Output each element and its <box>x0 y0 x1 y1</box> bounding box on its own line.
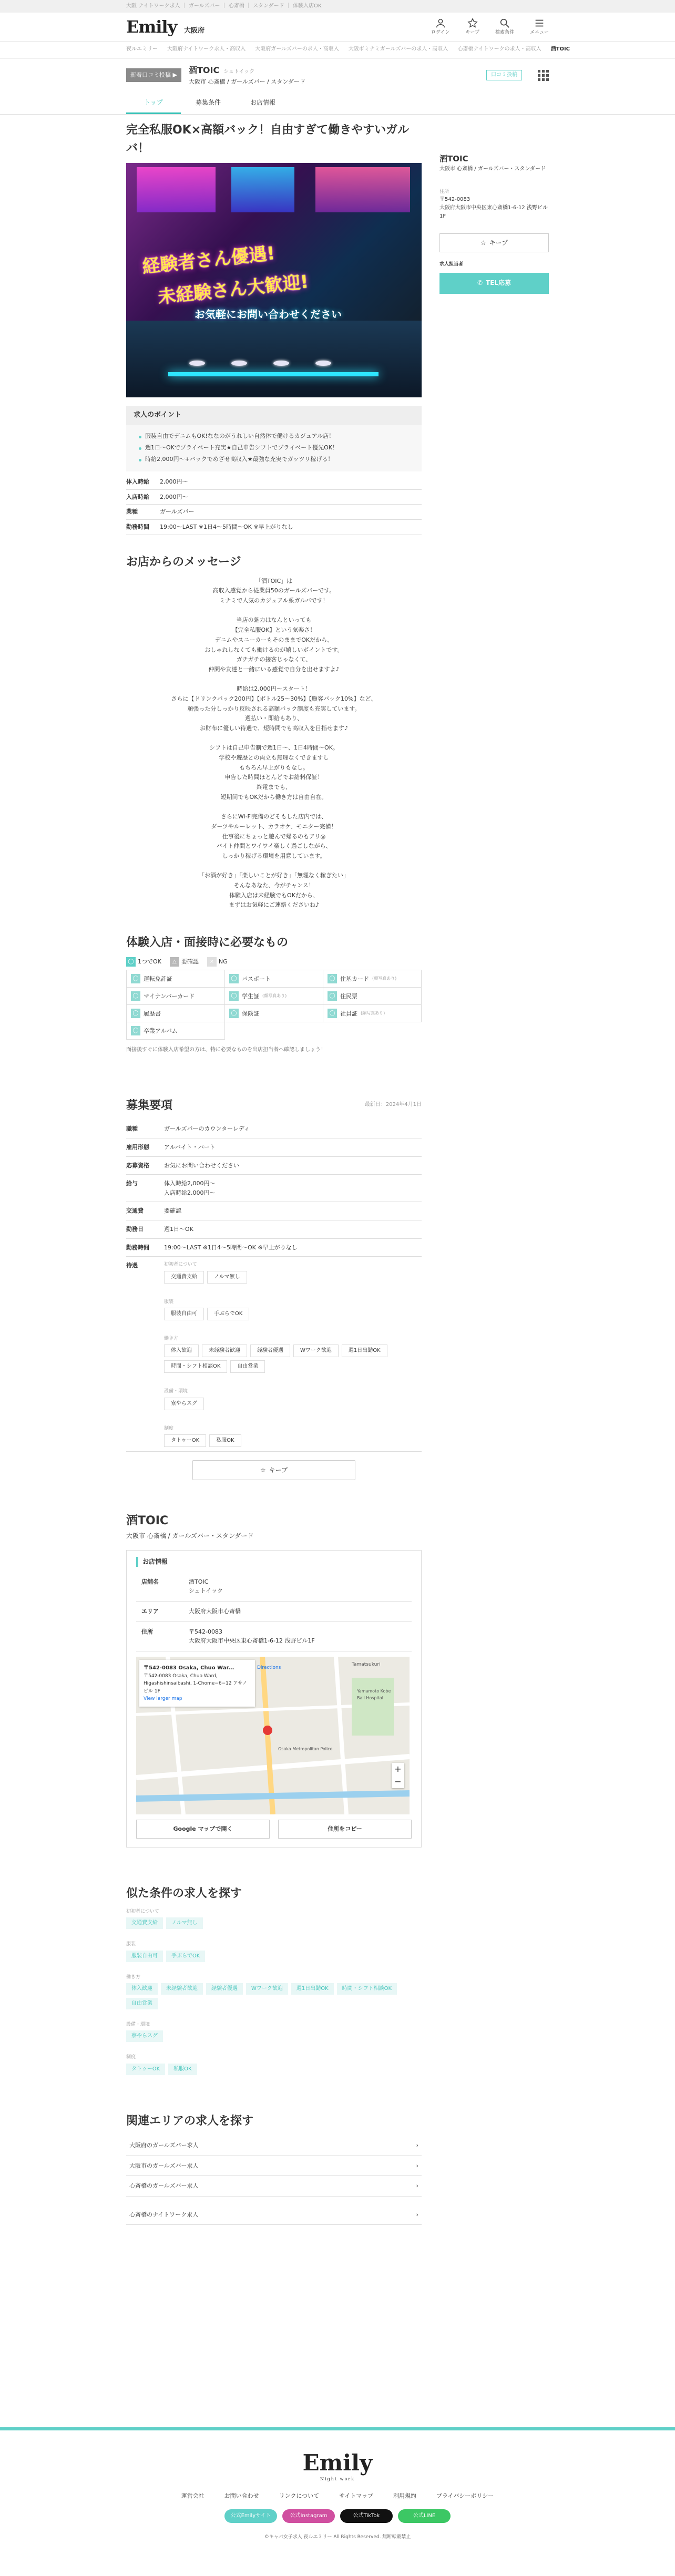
message-title: お店からのメッセージ <box>126 555 241 569</box>
similar-tag[interactable]: 手ぶらでOK <box>166 1951 205 1962</box>
shopinfo-sub: 大阪市 心斎橋 / ガールズバー・スタンダード <box>126 1532 254 1540</box>
job-points <box>126 406 422 471</box>
sns-links <box>0 2509 675 2523</box>
side-address-label: 住所 <box>439 189 449 194</box>
treat-tag[interactable]: 未経験者歓迎 <box>202 1345 247 1357</box>
keep-label: キープ <box>465 30 479 36</box>
keep-list-button[interactable] <box>465 17 479 36</box>
recruit-table: 職種 ガールズバーのカウンターレディ 雇用形態 アルバイト・パート 応募資格 お気にお問い合わせください 給与 体入時給2,000円〜 入店時給2,000円〜 交通費 要確認 勤務日 週1日〜OK 勤務時間 19:00〜LAST ※1日4〜5時間〜OK ※早上がりなし 待遇 初初者について 交通費支給 ノルマ無し 服装 服装自由可 手ぶらでOK 働き方 体入歓迎 未経験者歓迎 経験者優遇 Wワーク歓迎 週1日出勤OK 時間・シフト相談OK 自由営業 設備・環境 寮やらスグ 制度 タトゥーOK 私服OK <box>126 1120 422 1452</box>
one-ok-icon: ◯ <box>328 1009 337 1018</box>
summary-value: ガールズバー <box>160 505 422 520</box>
new-review-badge[interactable]: 新着口コミ投稿 ▶ <box>126 68 181 82</box>
view-larger-map-link[interactable]: View larger map <box>144 1696 182 1701</box>
grid-menu-icon[interactable] <box>538 70 549 81</box>
treat-tag[interactable]: 体入歓迎 <box>164 1345 199 1357</box>
tab-shopinfo[interactable]: お店情報 <box>250 99 275 106</box>
search-button[interactable] <box>495 17 514 36</box>
shop-message: 「酒TOIC」は 高収入感覚から従業員50のガールズバーです。 ミナミで人気のカジュアル系ガルバです！ 当店の魅力はなんといっても 【完全私服OK】という気楽さ！ デニムやスニーカーもそのままでOKだから、 おしゃれしなくても働けるのが嬉しいポイントです。 ガチガチの接客じゃなくて、 仲間や友達と一緒にいる感覚で自分を出せますよ♪ 時給は2,000円〜スタート！ さらに【ドリンクバック200円】【ボトル25〜30%】【顧客バック10%】など、 頑張った分しっかり反映される高額バック制度も充実しています。 週払い・即給もあり、 お財布に優しい待遇で、短時間でも高収入を目指せます♪ シフトは自己申告制で週1日〜、1日4時間〜OK。 学校や遊歴との両立も無理なくできますし もちろん早上がりもなし。 申告した時間ほとんどでお給料保証！ 終電までも、 短期间でもOKだから働き方は自由自在。 さらにWi-Fi完備のどそもした店内では、 ダーツやルーレット、カラオケ、モニター完備！ 仕事後にちょっと遊んで帰るのもアリ◎ バイト仲間とワイワイ楽しく過ごしながら、 しっかり稼げる環境を用意しています。 「お酒が好き」「楽しいことが好き」「無理なく稼ぎたい」 そんなあなた、今がチャンス！ 体験入店は未経験でもOKだから、 まずはお気軽にご連絡くださいね♪ <box>171 577 377 909</box>
breadcrumb-item[interactable]: 大阪府ガールズバーの求人・高収入 <box>255 46 339 52</box>
chevron-right-icon: › <box>416 2211 418 2218</box>
summary-value: 2,000円〜 <box>160 475 422 489</box>
site-header <box>0 13 675 42</box>
treat-tag[interactable]: タトゥーOK <box>164 1434 206 1447</box>
one-ok-icon: ◯ <box>328 974 337 983</box>
job-headline: 完全私服OK×高額バック！自由すぎて働きやすいガルバ！ <box>126 124 410 156</box>
summary-key: 体入時給 <box>126 475 160 489</box>
footer-link[interactable]: 運営会社 <box>181 2492 204 2499</box>
footer-link[interactable]: サイトマップ <box>339 2492 373 2499</box>
chevron-right-icon: › <box>416 2162 418 2169</box>
one-ok-icon: ◯ <box>131 974 140 983</box>
sns-instagram-button[interactable]: 公式Instagram <box>282 2509 335 2523</box>
footer-link[interactable]: お問い合わせ <box>224 2492 259 2499</box>
treat-label: 待遇 <box>126 1257 164 1452</box>
related-link[interactable]: 大阪府のガールズバー求人 › <box>126 2136 422 2156</box>
treat-tag[interactable]: 時間・シフト相談OK <box>164 1360 227 1373</box>
treat-tag[interactable]: 経験者優遇 <box>250 1345 290 1357</box>
star-icon: ☆ <box>260 1466 266 1474</box>
login-button[interactable] <box>431 17 450 36</box>
doc-item: ◯ パスポート <box>225 970 323 988</box>
shopinfo-heading: お店情報 <box>136 1557 412 1567</box>
one-ok-icon: ◯ <box>229 974 239 983</box>
similar-tag[interactable]: Wワーク歓迎 <box>246 1983 288 1995</box>
related-title: 関連エリアの求人を探す <box>126 2114 254 2128</box>
similar-tag[interactable]: ノルマ無し <box>166 1917 203 1929</box>
breadcrumb <box>0 42 675 59</box>
similar-tag[interactable]: 未経験者歓迎 <box>161 1983 203 1995</box>
job-point-item: 時給2,000円〜+バックでめざせ高収入★最強な充実でガッツリ稼げる！ <box>139 454 409 465</box>
doc-item: ◯ 住基カード (顔写真あり) <box>323 970 422 988</box>
side-address: 〒542-0083 大阪府大阪市中央区東心斎橋1-6-12 浅野ビル1F <box>439 197 548 220</box>
footer-link[interactable]: リンクについて <box>279 2492 320 2499</box>
tel-apply-button[interactable]: ✆ TEL応募 <box>439 273 549 294</box>
summary-table <box>126 475 422 535</box>
summary-value: 2,000円〜 <box>160 489 422 505</box>
legend-label: NG <box>218 958 228 966</box>
shopinfo-box <box>126 1550 422 1848</box>
map-zoom-control[interactable]: + − <box>392 1763 404 1788</box>
login-label: ログイン <box>431 30 450 36</box>
one-ok-icon: ◯ <box>328 991 337 1001</box>
review-post-button[interactable]: 口コミ投稿 <box>486 70 522 80</box>
doc-item: ◯ 卒業アルバム <box>127 1022 225 1040</box>
sns-line-button[interactable]: 公式LINE <box>398 2509 451 2523</box>
search-label: 検索条件 <box>495 30 514 36</box>
job-points-title: 求人のポイント <box>126 406 422 425</box>
copy-address-button[interactable]: 住所をコピー <box>278 1820 412 1839</box>
copyright: ©キャバ女子求人 夜ルエミリー All Rights Reserved. 無断転載禁止 <box>264 2534 411 2540</box>
docs-title: 体験入店・面接時に必要なもの <box>126 936 289 950</box>
related-link[interactable]: 大阪市のガールズバー求人 › <box>126 2156 422 2177</box>
similar-tag[interactable]: 自由営業 <box>126 1998 158 2009</box>
treat-tag[interactable]: 服装自由可 <box>164 1308 204 1320</box>
side-tel-label: 求人担当者 <box>439 262 464 268</box>
docs-note: 面接後すぐに体験入店希望の方は、特に必要なものを出店担当者へ確認しましょう！ <box>126 1047 326 1053</box>
star-icon: ☆ <box>480 239 486 247</box>
side-keep-button[interactable]: ☆ キープ <box>439 233 549 252</box>
hero-text-line3: お気軽にお問い合わせください <box>195 308 342 321</box>
sidebar <box>439 152 549 294</box>
one-ok-icon: ◯ <box>126 957 136 967</box>
user-icon <box>435 17 446 29</box>
summary-value: 19:00〜LAST ※1日4〜5時間〜OK ※早上がりなし <box>160 519 422 535</box>
legend-label: 1つでOK <box>138 958 161 966</box>
menu-label: メニュー <box>529 30 549 36</box>
chevron-right-icon: › <box>416 2142 418 2149</box>
similar-tag[interactable]: 交通費支給 <box>126 1917 163 1929</box>
related-link[interactable]: 心斎橋のガールズバー求人 › <box>126 2176 422 2197</box>
breadcrumb-current: 酒TOIC <box>550 46 570 52</box>
site-footer <box>0 2427 675 2576</box>
treat-tag[interactable]: 手ぶらでOK <box>207 1308 249 1320</box>
doc-item: ◯ 社員証 (顔写真あり) <box>323 1005 422 1022</box>
one-ok-icon: ◯ <box>131 1026 140 1035</box>
treat-tag[interactable]: 交通費支給 <box>164 1271 204 1284</box>
similar-tag[interactable]: 私服OK <box>168 2064 197 2075</box>
top-strip: 大阪 ナイトワーク求人 ｜ ガールズバー ｜ 心斎橋 ｜ スタンダード ｜ 体験入店OK <box>0 0 675 13</box>
treat-tag[interactable]: 私服OK <box>209 1434 241 1447</box>
job-point-item: 服装自由でデニムもOK!ななのがうれしい自然体で働けるカジュアル店！ <box>139 430 409 442</box>
recruit-date: 最新日：2024年4月1日 <box>364 1102 422 1108</box>
treat-tag[interactable]: 寮やらスグ <box>164 1398 204 1410</box>
doc-item: ◯ 運転免許証 <box>127 970 225 988</box>
ng-icon: × <box>207 957 217 967</box>
footer-links <box>0 2491 675 2501</box>
similar-tag[interactable]: 時間・シフト相談OK <box>337 1983 397 1995</box>
docs-legend <box>126 957 422 967</box>
star-icon <box>467 17 478 29</box>
main-content: 完全私服OK×高額バック！自由すぎて働きやすいガルバ！ 経験者さん優遇! 未経験さん大歓迎! お気軽にお問い合わせください 求人のポイント 服装自由でデニムもOK!ななのがうれしい自然体で働けるカジュアル店！ 週1日〜OKでプライベート充実★自己申告シフトでプライベート優先OK！ 時給2,000円〜+バックでめざせ高収入★最強な充実でガッツリ稼げる！ 体入時給 2,000円〜 入店時給 2,000円〜 業種 ガールズバー 勤務時間 19:00〜LAST ※1日4〜5時間〜OK ※早上がりなし お店からのメッセージ 「酒TOIC」は 高収入感覚から従業員50のガールズバーです。 ミナミで人気のカジュアル系ガルバです！ 当店の魅力はなんといっても 【完全私服OK】という気楽さ！ デニムやスニーカーもそのままでOKだから、 おしゃれしなくても働けるのが嬉しいポイントです。 ガチガチの接客じゃなくて、 仲間や友達と一緒にいる感覚で自分を出せますよ♪ 時給は2,000円〜スタート！ さらに【ドリンクバック200円】【ボトル25〜30%】【顧客バック10%】など、 頑張った分しっかり反映される高額バック制度も充実しています。 週払い・即給もあり、 お財布に優しい待遇で、短時間でも高収入を目指せます♪ シフトは自己申告制で週1日〜、1日4時間〜OK。 学校や遊歴との両立も無理なくできますし もちろん早上がりもなし。 申告した時間ほとんどでお給料保証！ 終電までも、 短期间でもOKだから働き方は自由自在。 さらにWi-Fi完備のどそもした店内では、 ダーツやルーレット、カラオケ、モニター完備！ 仕事後にちょっと遊んで帰るのもアリ◎ バイト仲間とワイワイ楽しく過ごしながら、 しっかり稼げる環境を用意しています。 「お酒が好き」「楽しいことが好き」「無理なく稼ぎたい」 そんなあなた、今がチャンス！ 体験入店は未経験でもOKだから、 まずはお気軽にご連絡くださいね♪ 体験入店・面接時に必要なもの ◯ 1つでOK △ 要確認 × NG ◯ 運転免許証 ◯ パスポート ◯ 住基カード (顔写真あり) ◯ マイナンバーカード ◯ 学生証 (顔写真あり) ◯ 住民票 ◯ 履歴書 ◯ 保険証 ◯ 社員証 (顔写真あり) ◯ 卒業アルバム 面接後すぐに体験入店希望の方は、特に必要なものを出店担当者へ確認しましょう！ 募集要項 最新日：2024年4月1日 職種 ガールズバーのカウンターレディ 雇用形態 アルバイト・パート 応募資格 お気にお問い合わせください 給与 体入時給2,000円〜 入店時給2,000円〜 交通費 要確認 勤務日 週1日〜OK 勤務時間 19:00〜LAST ※1日4〜5時間〜OK ※早上がりなし 待遇 初初者について 交通費支給 ノルマ無し 服装 服装自由可 手ぶらでOK 働き方 体入歓迎 未経験者歓迎 経験者優遇 Wワーク歓迎 週1日出勤OK 時間・シフト相談OK 自由営業 設備・環境 寮やらスグ 制度 タトゥーOK 私服OK ☆ キープ 酒TOIC 大阪市 心斎橋 / ガールズバー・スタンダード お店情報 店舗名 酒TOIC シュトイック エリア 大阪府大阪市心斎橋 住所 〒542-0083 大阪府大阪市中央区東心斎橋1-6-12 浅野ビル1F 〒542-0083 Osaka, Chuo War... 〒542-0083 Osaka, Chuo Ward, Higashishinsaibashi, 1-Chome−6−12 アサノビル 1F View larger map Directions Tamatsukuri Yamamoto Kobe Ball Hospital Osaka Metropolitan Police + − Google マップで開く 住所をコピー 似た条件の求人を探す 初初者について 交通費支給 ノルマ無し 服装 服装自由可 手ぶらでOK 働き方 体入歓迎 未経験者歓迎 経験者優遇 Wワーク歓迎 週1日出勤OK 時間・シフト相談OK 自由営業 設備・環境 寮やらスグ 制度 タトゥーOK 私服OK 関連エリアの求人を探す 大阪府のガールズバー求人 › 大阪市のガールズバー求人 › 心斎橋のガールズバー求人 › 心斎橋のナイトワーク求人 › <box>126 121 422 2225</box>
similar-tag[interactable]: タトゥーOK <box>126 2064 165 2075</box>
footer-link[interactable]: プライバシーポリシー <box>436 2492 494 2499</box>
treat-tag[interactable]: 自由営業 <box>230 1360 265 1373</box>
breadcrumb-item[interactable]: 大阪府ナイトワーク求人・高収入 <box>167 46 246 52</box>
doc-item: ◯ マイナンバーカード <box>127 988 225 1005</box>
similar-tag[interactable]: 週1日出勤OK <box>291 1983 334 1995</box>
doc-item: ◯ 履歴書 <box>127 1005 225 1022</box>
site-logo[interactable]: Emily <box>126 16 177 37</box>
hero-text-line1: 経験者さん優遇! <box>141 243 276 278</box>
keep-button[interactable]: ☆ キープ <box>192 1460 355 1480</box>
related-link[interactable]: 心斎橋のナイトワーク求人 › <box>126 2205 422 2225</box>
similar-tag[interactable]: 体入歓迎 <box>126 1983 158 1995</box>
sns-tiktok-button[interactable]: 公式TikTok <box>340 2509 393 2523</box>
similar-tag[interactable]: 経験者優遇 <box>206 1983 243 1995</box>
breadcrumb-item[interactable]: 大阪市ミナミガールズバーの求人・高収入 <box>348 46 448 52</box>
shop-category: 大阪市 心斎橋 / ガールズバー / スタンダード <box>188 78 305 85</box>
sns-emily-button[interactable]: 公式Emilyサイト <box>224 2509 277 2523</box>
footer-logo[interactable]: Emily Night work <box>302 2450 373 2482</box>
menu-button[interactable] <box>530 17 549 36</box>
area-select[interactable]: 大阪府 <box>184 26 205 35</box>
shop-name: 酒TOIC <box>188 65 220 76</box>
confirm-icon: △ <box>170 957 179 967</box>
menu-icon <box>534 17 545 29</box>
summary-key: 業種 <box>126 505 160 520</box>
open-google-maps-button[interactable]: Google マップで開く <box>136 1820 270 1839</box>
summary-key: 入店時給 <box>126 489 160 505</box>
treat-tag[interactable]: 週1日出勤OK <box>342 1345 387 1357</box>
directions-link[interactable]: Directions <box>257 1665 281 1670</box>
chevron-right-icon: › <box>416 2182 418 2190</box>
tab-recruit[interactable]: 募集条件 <box>195 99 221 106</box>
shopinfo-name: 酒TOIC <box>126 1514 169 1528</box>
one-ok-icon: ◯ <box>131 991 140 1001</box>
shop-kana: シュトイック <box>223 69 255 75</box>
search-icon <box>499 17 510 29</box>
job-point-item: 週1日〜OKでプライベート充実★自己申告シフトでプライベート優先OK！ <box>139 442 409 454</box>
google-map[interactable]: 〒542-0083 Osaka, Chuo War... 〒542-0083 Osaka, Chuo Ward, Higashishinsaibashi, 1-Chome−6−12 アサノビル 1F View larger map Directions Tamatsukuri Yamamoto Kobe Ball Hospital Osaka Metropolitan Police + − <box>136 1657 410 1814</box>
summary-key: 勤務時間 <box>126 519 160 535</box>
tab-top[interactable]: トップ <box>126 91 181 114</box>
side-shop-name: 酒TOIC <box>439 154 468 163</box>
one-ok-icon: ◯ <box>229 991 239 1001</box>
hero-text-line2: 未経験さん大歓迎! <box>157 271 310 309</box>
breadcrumb-item[interactable]: 夜ルエミリー <box>126 46 158 52</box>
docs-grid <box>126 970 422 1040</box>
similar-title: 似た条件の求人を探す <box>126 1886 242 1900</box>
map-popup: 〒542-0083 Osaka, Chuo War... 〒542-0083 Osaka, Chuo Ward, Higashishinsaibashi, 1-Chome−6−12 アサノビル 1F View larger map <box>139 1660 255 1707</box>
hero-image <box>126 163 422 397</box>
phone-icon: ✆ <box>477 279 483 287</box>
shop-header <box>0 59 675 91</box>
doc-item: ◯ 学生証 (顔写真あり) <box>225 988 323 1005</box>
shop-tabs <box>0 91 675 115</box>
legend-label: 要確認 <box>181 958 199 966</box>
similar-tag[interactable]: 寮やらスグ <box>126 2030 163 2042</box>
treat-tag[interactable]: Wワーク歓迎 <box>293 1345 339 1357</box>
similar-tag[interactable]: 服装自由可 <box>126 1951 163 1962</box>
treat-tag[interactable]: ノルマ無し <box>207 1271 247 1284</box>
doc-item: ◯ 住民票 <box>323 988 422 1005</box>
shopinfo-table: 店舗名 酒TOIC シュトイック エリア 大阪府大阪市心斎橋 住所 〒542-0083 大阪府大阪市中央区東心斎橋1-6-12 浅野ビル1F <box>136 1572 412 1651</box>
breadcrumb-item[interactable]: 心斎橋ナイトワークの求人・高収入 <box>457 46 541 52</box>
one-ok-icon: ◯ <box>131 1009 140 1018</box>
side-shop-category: 大阪市 心斎橋 / ガールズバー・スタンダード <box>439 166 546 172</box>
doc-item: ◯ 保険証 <box>225 1005 323 1022</box>
footer-link[interactable]: 利用規約 <box>393 2492 416 2499</box>
one-ok-icon: ◯ <box>229 1009 239 1018</box>
recruit-title: 募集要項 <box>126 1099 173 1113</box>
